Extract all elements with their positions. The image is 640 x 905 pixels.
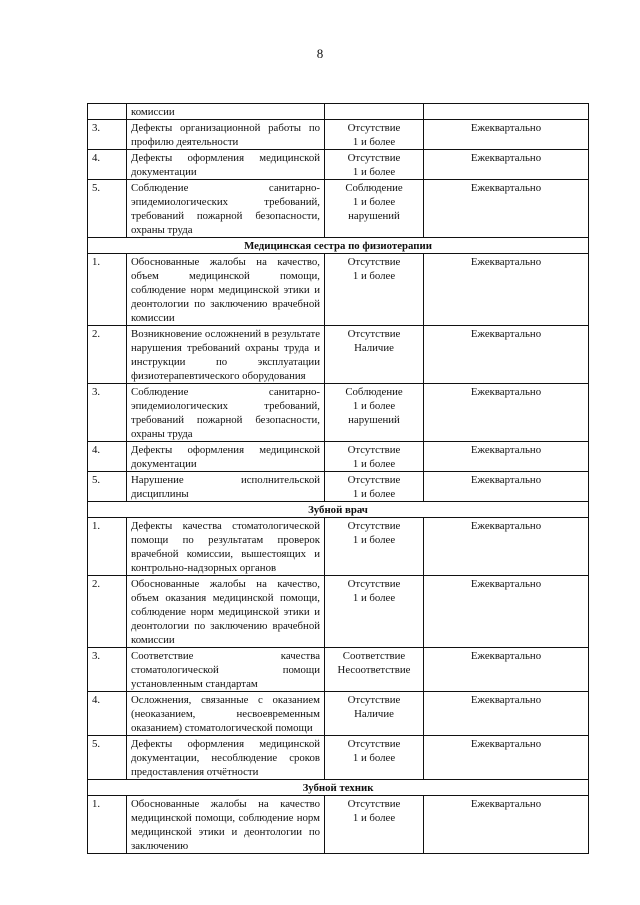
table-row [88,150,589,180]
row-number: 3. [88,120,127,150]
value-option: 1 и более [352,592,396,604]
value-option: 1 и более [352,270,396,282]
value-cell [325,326,424,384]
criterion-text: Возникновение осложнений в результате нарушения требований охраны труда и инструкции по эксплуатации физиотерапевтического оборудования [127,326,325,384]
frequency-cell: Ежеквартально [424,736,589,780]
frequency-cell: Ежеквартально [424,120,589,150]
row-number: 1. [88,518,127,576]
section-header-row [88,502,589,518]
criterion-text: Обоснованные жалобы на качество, объем медицинской помощи, соблюдение норм медицинской этики и деонтологии по заключению врачебной комиссии [127,254,325,326]
value-cell [325,576,424,648]
table-row [88,692,589,736]
frequency-cell: Ежеквартально [424,442,589,472]
frequency-cell: Ежеквартально [424,254,589,326]
value-option: нарушений [348,210,400,222]
table-row [88,442,589,472]
value-cell [325,180,424,238]
row-number: 4. [88,150,127,180]
value-option: 1 и более [352,534,396,546]
value-option: Соблюдение [345,182,403,194]
row-number: 1. [88,254,127,326]
value-option: 1 и более [352,812,396,824]
frequency-cell: Ежеквартально [424,576,589,648]
row-number: 2. [88,576,127,648]
table-row [88,104,589,120]
frequency-cell: Ежеквартально [424,648,589,692]
row-number: 4. [88,442,127,472]
value-option: 1 и более [352,196,396,208]
value-option: Наличие [354,342,394,354]
criterion-text: Соблюдение санитарно-эпидемиологических требований, требований пожарной безопасности, охраны труда [127,384,325,442]
section-title: Медицинская сестра по физиотерапии [88,238,589,254]
value-option: 1 и более [352,136,396,148]
table-row [88,384,589,442]
value-cell [325,518,424,576]
value-option: 1 и более [352,458,396,470]
value-option: 1 и более [352,488,396,500]
table-row [88,736,589,780]
section-title: Зубной врач [88,502,589,518]
value-option: Отсутствие [347,444,401,456]
value-option: Отсутствие [347,256,401,268]
criterion-text: Соответствие качества стоматологической помощи установленным стандартам [127,648,325,692]
criterion-text: Дефекты оформления медицинской документации, несоблюдение сроков предоставления отчётности [127,736,325,780]
value-cell [325,150,424,180]
criterion-text: Дефекты оформления медицинской документации [127,150,325,180]
table-row [88,180,589,238]
table-row [88,518,589,576]
frequency-cell [424,104,589,120]
row-number: 5. [88,472,127,502]
frequency-cell: Ежеквартально [424,796,589,854]
row-number: 5. [88,180,127,238]
table-row [88,254,589,326]
section-header-row [88,238,589,254]
row-number: 5. [88,736,127,780]
value-cell [325,648,424,692]
table-row [88,326,589,384]
page-number: 8 [316,46,324,61]
value-cell [325,104,424,120]
value-option: Отсутствие [347,122,401,134]
row-number [88,104,127,120]
value-option: Соответствие [342,650,406,662]
table-row [88,120,589,150]
value-option: Несоответствие [337,664,411,676]
row-number: 2. [88,326,127,384]
value-option: 1 и более [352,166,396,178]
criteria-table-body [88,104,589,854]
criterion-text: комиссии [127,104,325,120]
value-option: Отсутствие [347,152,401,164]
frequency-cell: Ежеквартально [424,384,589,442]
value-option: Отсутствие [347,738,401,750]
table-row [88,796,589,854]
table-row [88,576,589,648]
value-option: Отсутствие [347,798,401,810]
criterion-text: Осложнения, связанные с оказанием (неоказанием, несвоевременным оказанием) стоматологической помощи [127,692,325,736]
value-cell [325,472,424,502]
value-cell [325,796,424,854]
section-header-row [88,780,589,796]
value-option: Соблюдение [345,386,403,398]
frequency-cell: Ежеквартально [424,518,589,576]
value-cell [325,120,424,150]
criterion-text: Соблюдение санитарно-эпидемиологических требований, требований пожарной безопасности, охраны труда [127,180,325,238]
criteria-table [87,103,589,854]
row-number: 1. [88,796,127,854]
value-option: Отсутствие [347,520,401,532]
value-option: Отсутствие [347,328,401,340]
value-option: нарушений [348,414,400,426]
row-number: 3. [88,384,127,442]
frequency-cell: Ежеквартально [424,326,589,384]
value-cell [325,384,424,442]
value-cell [325,736,424,780]
row-number: 3. [88,648,127,692]
frequency-cell: Ежеквартально [424,180,589,238]
criterion-text: Нарушение исполнительской дисциплины [127,472,325,502]
value-option: Отсутствие [347,474,401,486]
frequency-cell: Ежеквартально [424,692,589,736]
value-cell [325,442,424,472]
table-row [88,472,589,502]
value-option: Отсутствие [347,694,401,706]
table-row [88,648,589,692]
value-option: Отсутствие [347,578,401,590]
frequency-cell: Ежеквартально [424,472,589,502]
frequency-cell: Ежеквартально [424,150,589,180]
criterion-text: Обоснованные жалобы на качество медицинской помощи, соблюдение норм медицинской этики и деонтологии по заключению [127,796,325,854]
criterion-text: Дефекты организационной работы по профилю деятельности [127,120,325,150]
row-number: 4. [88,692,127,736]
criterion-text: Дефекты оформления медицинской документации [127,442,325,472]
value-option: Наличие [354,708,394,720]
value-option: 1 и более [352,400,396,412]
value-option: 1 и более [352,752,396,764]
value-cell [325,254,424,326]
value-cell [325,692,424,736]
criterion-text: Дефекты качества стоматологической помощи по результатам проверок врачебной комиссии, вышестоящих и контрольно-надзорных органов [127,518,325,576]
section-title: Зубной техник [88,780,589,796]
criterion-text: Обоснованные жалобы на качество, объем оказания медицинской помощи, соблюдение норм медицинской этики и деонтологии по заключению врачебной комиссии [127,576,325,648]
